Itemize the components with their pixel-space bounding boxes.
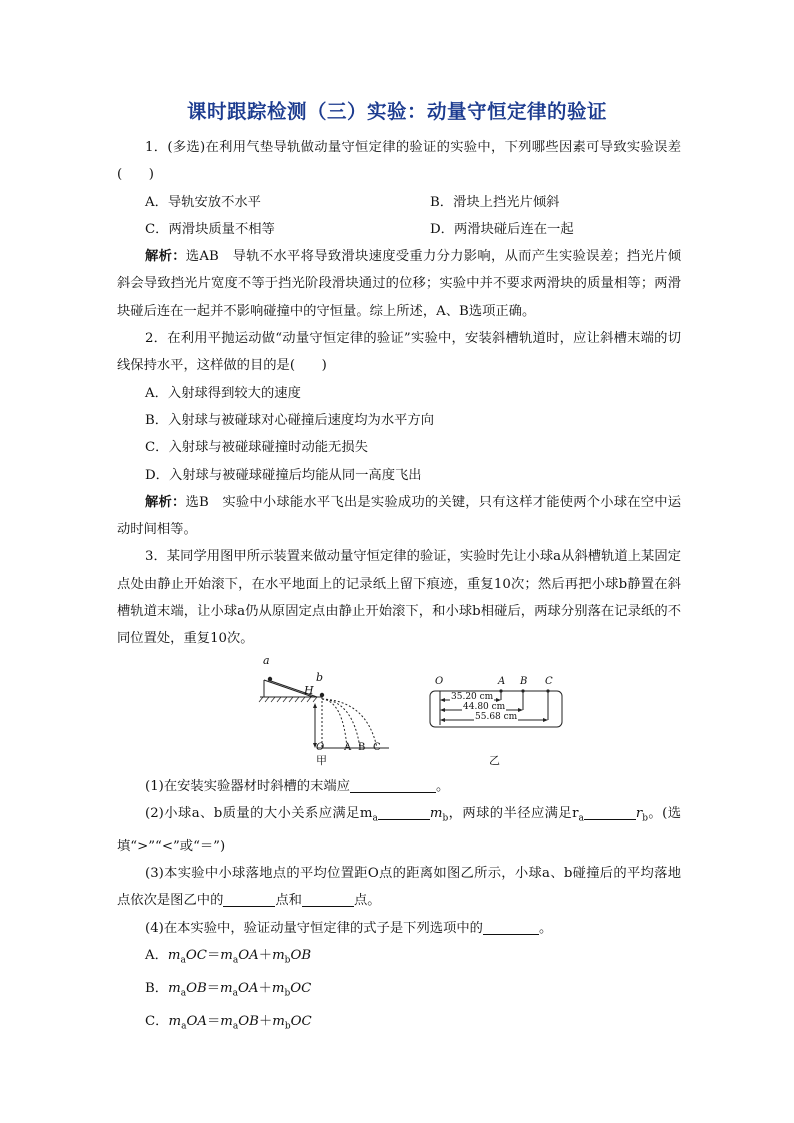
plus: ＋	[258, 1013, 273, 1029]
sub-question-text: 点和	[275, 893, 302, 909]
option-label: C．	[145, 1013, 169, 1029]
answer-blank[interactable]	[584, 805, 636, 820]
subscript: a	[372, 813, 378, 824]
option-d: D．入射球与被碰球碰撞后均能从同一高度飞出	[145, 467, 422, 483]
punctuation: 。	[436, 778, 450, 794]
sub-question-text: ，两球的半径应满足r	[448, 805, 579, 821]
question-2-stem: 2．在利用平抛运动做“动量守恒定律的验证”实验中，安装斜槽轨道时，应让斜槽末端的切线保持水平，这样做的目的是( )	[117, 331, 681, 374]
formula-option-b	[117, 975, 681, 1008]
question-2-analysis	[117, 489, 681, 544]
sub-question-1	[117, 773, 681, 800]
label-b-point: B	[358, 741, 366, 753]
subscript: a	[578, 813, 584, 824]
symbol: m	[271, 981, 285, 997]
caption-yi: 乙	[489, 753, 500, 767]
option-b: B．滑块上挡光片倾斜	[430, 194, 560, 210]
question-text: 在利用气垫导轨做动量守恒定律的验证的实验中，下列哪些因素可导致实验误差( )	[117, 140, 681, 183]
symbol-r: r	[635, 805, 643, 821]
subscript: a	[181, 1021, 187, 1032]
analysis-text: 选AB 导轨不水平将导致滑块速度受重力分力影响，从而产生实验误差；挡光片倾斜会导致挡光片宽度不等于挡光阶段滑块通过的位移；实验中并不要求两滑块的质量相等；两滑块碰后连在一起并不影响碰撞中的守恒量。综上所述，A、B选项正确。	[117, 249, 682, 319]
equals: ＝	[206, 948, 221, 964]
segment: OB	[238, 1013, 259, 1029]
sub-question-text: 。(选填“>”“<”或“＝”)	[117, 805, 681, 854]
sub-question-4	[117, 915, 681, 942]
figure-jia	[259, 680, 389, 748]
subscript: a	[180, 988, 187, 999]
question-1-analysis	[117, 243, 681, 325]
answer-blank[interactable]	[350, 778, 436, 793]
symbol-m: m	[429, 805, 443, 821]
options-row	[117, 189, 681, 216]
analysis-label: 解析：	[145, 494, 186, 510]
formula-option-c	[117, 1008, 681, 1041]
option-label: A．	[145, 948, 168, 964]
label-c-right: C	[545, 675, 553, 687]
option-a: A．入射球得到较大的速度	[145, 385, 301, 401]
subscript: a	[232, 955, 239, 966]
content	[117, 134, 681, 1041]
option-label: B．	[145, 981, 169, 997]
option-c: C．两滑块质量不相等	[145, 221, 275, 237]
subscript: b	[284, 988, 291, 999]
subscript: b	[284, 955, 291, 966]
segment: OA	[238, 981, 259, 997]
segment: OC	[185, 948, 207, 964]
segment: OA	[186, 1013, 207, 1029]
sub-question-3	[117, 860, 681, 915]
answer-blank[interactable]	[378, 805, 430, 820]
symbol: m	[168, 981, 181, 997]
subscript: b	[284, 1021, 291, 1032]
experiment-figure	[117, 655, 681, 769]
symbol: m	[220, 948, 233, 964]
trajectory-b	[322, 699, 360, 748]
sub-question-text: (1)在安装实验器材时斜槽的末端应	[145, 778, 350, 794]
symbol: m	[168, 1013, 182, 1029]
answer-blank[interactable]	[302, 892, 354, 907]
ball-a	[268, 676, 272, 680]
multi-select-tag: (多选)	[167, 140, 206, 155]
symbol: m	[220, 1013, 233, 1029]
caption-jia: 甲	[316, 753, 327, 767]
answer-blank[interactable]	[483, 920, 539, 935]
plus: ＋	[258, 948, 273, 964]
option-b: B．入射球与被碰球对心碰撞后速度均为水平方向	[145, 412, 435, 428]
segment: OC	[290, 981, 312, 997]
symbol: m	[272, 948, 285, 964]
figure-drawings	[117, 655, 681, 769]
sub-question-2	[117, 800, 681, 860]
label-b: b	[316, 670, 324, 684]
question-1-stem	[117, 134, 681, 189]
analysis-text: 选B 实验中小球能水平飞出是实验成功的关键，只有这样才能使两个小球在空中运动时间相等。	[117, 494, 681, 538]
segment: OB	[290, 948, 312, 964]
subscript: b	[442, 813, 449, 824]
ball-b	[320, 692, 324, 696]
analysis-label: 解析：	[145, 249, 186, 265]
page-title: 课时跟踪检测（三）实验：动量守恒定律的验证	[186, 100, 607, 123]
equals: ＝	[206, 1013, 221, 1029]
subscript: a	[232, 988, 239, 999]
subscript: b	[642, 813, 648, 824]
segment: OA	[238, 948, 259, 964]
label-a-point: A	[344, 741, 352, 753]
label-o-right: O	[435, 675, 444, 687]
label-h: H	[304, 683, 314, 697]
answer-blank[interactable]	[223, 892, 275, 907]
label-o: O	[316, 741, 325, 753]
segment: OC	[290, 1013, 312, 1029]
symbol: m	[272, 1013, 285, 1029]
label-b-right: B	[520, 675, 528, 687]
measure-oc: 55.68 cm	[475, 711, 518, 722]
formula-option-a	[117, 942, 681, 975]
label-c-point: C	[373, 741, 381, 753]
measure-ob: 44.80 cm	[463, 701, 506, 712]
plus: ＋	[258, 981, 272, 997]
question-3-stem: 3．某同学用图甲所示装置来做动量守恒定律的验证，实验时先让小球a从斜槽轨道上某固定点处由静止开始滚下，在水平地面上的记录纸上留下痕迹，重复10次；然后再把小球b静置在斜槽轨道末端，让小球a仍从原固定点由静止开始滚下，和小球b相碰后，两球分别落在记录纸的不同位置处，重复10次。	[117, 549, 681, 647]
equals: ＝	[206, 981, 221, 997]
label-a-right: A	[498, 675, 506, 687]
subscript: a	[232, 1021, 239, 1032]
sub-question-text: (4)在本实验中，验证动量守恒定律的式子是下列选项中的	[145, 920, 483, 936]
option-a: A．导轨安放不水平	[145, 194, 261, 210]
sub-question-text: 点。	[353, 893, 381, 909]
subscript: a	[180, 955, 186, 966]
punctuation: 。	[538, 920, 553, 936]
sub-question-text: (3)本实验中小球落地点的平均位置距O点的距离如图乙所示，小球a、b碰撞后的平均落地点依次是图乙中的	[117, 866, 681, 909]
options-row	[117, 216, 681, 243]
symbol: m	[167, 948, 181, 964]
option-c: C．入射球与被碰球碰撞时动能无损失	[145, 440, 368, 456]
segment: OB	[186, 981, 207, 997]
measure-oa: 35.20 cm	[451, 691, 494, 702]
question-number: 1．	[145, 140, 168, 155]
sub-question-text: (2)小球a、b质量的大小关系应满足m	[145, 805, 373, 821]
symbol: m	[220, 981, 233, 997]
label-a: a	[263, 653, 270, 667]
option-d: D．两滑块碰后连在一起	[430, 221, 574, 237]
